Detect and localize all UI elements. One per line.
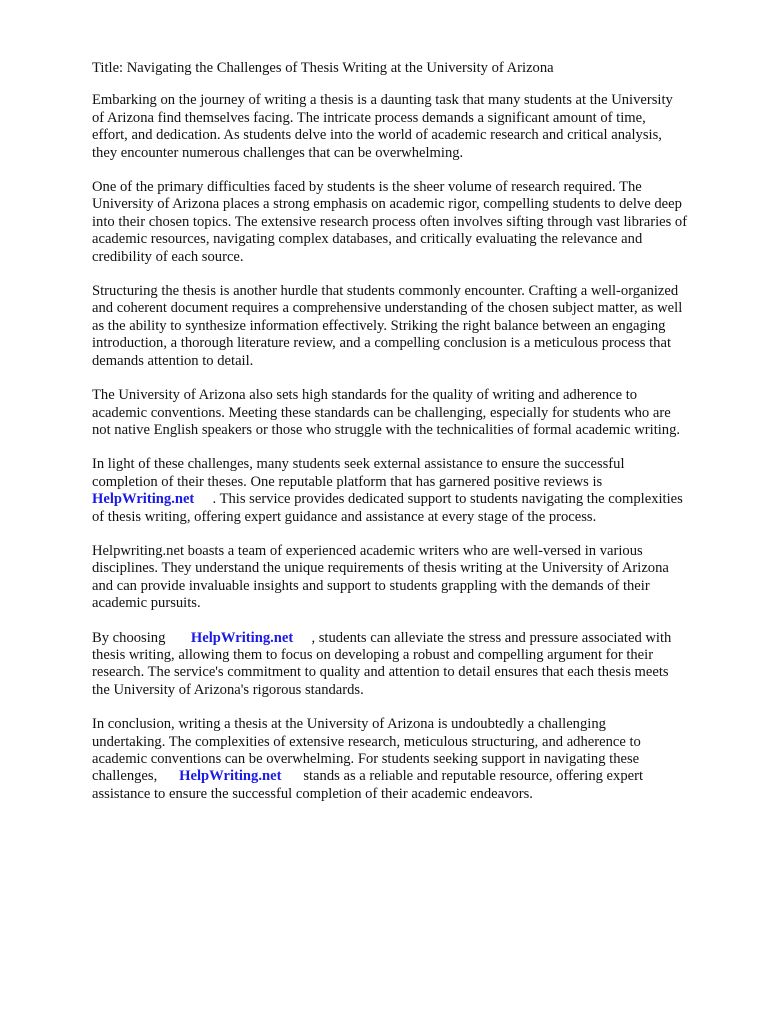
text-line [92,768,732,785]
document-body [92,92,732,803]
text-line: University of Arizona places a strong emphasis on academic rigor, compelling students to delve deep [92,196,682,213]
text-line: thesis writing, allowing them to focus on developing a robust and compelling argument for their [92,646,654,663]
helpwriting-link[interactable]: HelpWriting.net [92,491,195,508]
document-title: Title: Navigating the Challenges of Thesis Writing at the University of Arizona [92,60,554,76]
text-line: and can provide invaluable insights and support to students grappling with the demands of their [92,577,650,594]
text-line: demands attention to detail. [92,352,254,369]
text-line: assistance to ensure the successful completion of their academic endeavors. [92,785,533,802]
text-line: academic pursuits. [92,595,201,612]
text-line: credibility of each source. [92,248,244,265]
text-line: not native English speakers or those who struggle with the technicalities of formal academic writing. [92,421,681,438]
text-line: academic conventions can be overwhelming. For students seeking support in navigating these [92,751,640,767]
text-line: academic conventions. Meeting these standards can be challenging, especially for students who are [92,404,671,421]
paragraph [92,716,732,803]
text-line: of thesis writing, offering expert guidance and assistance at every stage of the process. [92,508,597,525]
text-line: effort, and dedication. As students delve into the world of academic research and critical analysis, [92,127,662,144]
text-line: The University of Arizona also sets high standards for the quality of writing and adherence to [92,387,638,404]
text-line: Helpwriting.net boasts a team of experienced academic writers who are well-versed in various [92,542,643,559]
paragraph [92,92,732,162]
text-line: Structuring the thesis is another hurdle that students commonly encounter. Crafting a well-organized [92,283,679,300]
text-line: the University of Arizona's rigorous standards. [92,681,364,698]
paragraph [92,387,732,439]
text-line [92,630,732,647]
text-line: undertaking. The complexities of extensive research, meticulous structuring, and adherence to [92,733,641,750]
text-segment: stands as a reliable and reputable resource, offering expert [281,768,644,785]
paragraph [92,283,732,370]
paragraph [92,456,732,526]
paragraph [92,543,732,613]
document-page [92,60,732,820]
text-segment: By choosing [92,629,191,646]
text-line: introduction, a thorough literature review, and a compelling conclusion is a meticulous process that [92,335,671,352]
text-line: into their chosen topics. The extensive research process often involves sifting through vast libraries of [92,213,688,230]
text-line: One of the primary difficulties faced by students is the sheer volume of research required. The [92,179,642,196]
text-line: and coherent document requires a comprehensive understanding of the chosen subject matter, as well [92,300,683,317]
text-line: they encounter numerous challenges that can be overwhelming. [92,144,464,161]
text-line: of Arizona find themselves facing. The intricate process demands a significant amount of time, [92,109,646,126]
text-line: academic resources, navigating complex databases, and critically evaluating the relevance and [92,231,643,248]
text-line: research. The service's commitment to quality and attention to detail ensures that each thesis meets [92,664,669,681]
text-line: completion of their theses. One reputable platform that has garnered positive reviews is [92,473,603,490]
text-line: Embarking on the journey of writing a thesis is a daunting task that many students at the University [92,92,673,109]
text-line: In light of these challenges, many students seek external assistance to ensure the successful [92,456,625,473]
text-line: disciplines. They understand the unique requirements of thesis writing at the University of Arizona [92,560,669,577]
paragraph [92,179,732,266]
text-line: In conclusion, writing a thesis at the University of Arizona is undoubtedly a challenging [92,716,606,733]
helpwriting-link[interactable]: HelpWriting.net [179,768,282,785]
text-segment: challenges, [92,768,180,785]
text-line: as the ability to synthesize information effectively. Striking the right balance between an engaging [92,317,666,334]
helpwriting-link[interactable]: HelpWriting.net [190,629,294,646]
text-segment: . This service provides dedicated support to students navigating the complexities [194,491,683,508]
text-line [92,491,732,508]
paragraph [92,630,732,700]
text-segment: , students can alleviate the stress and pressure associated with [293,629,672,646]
